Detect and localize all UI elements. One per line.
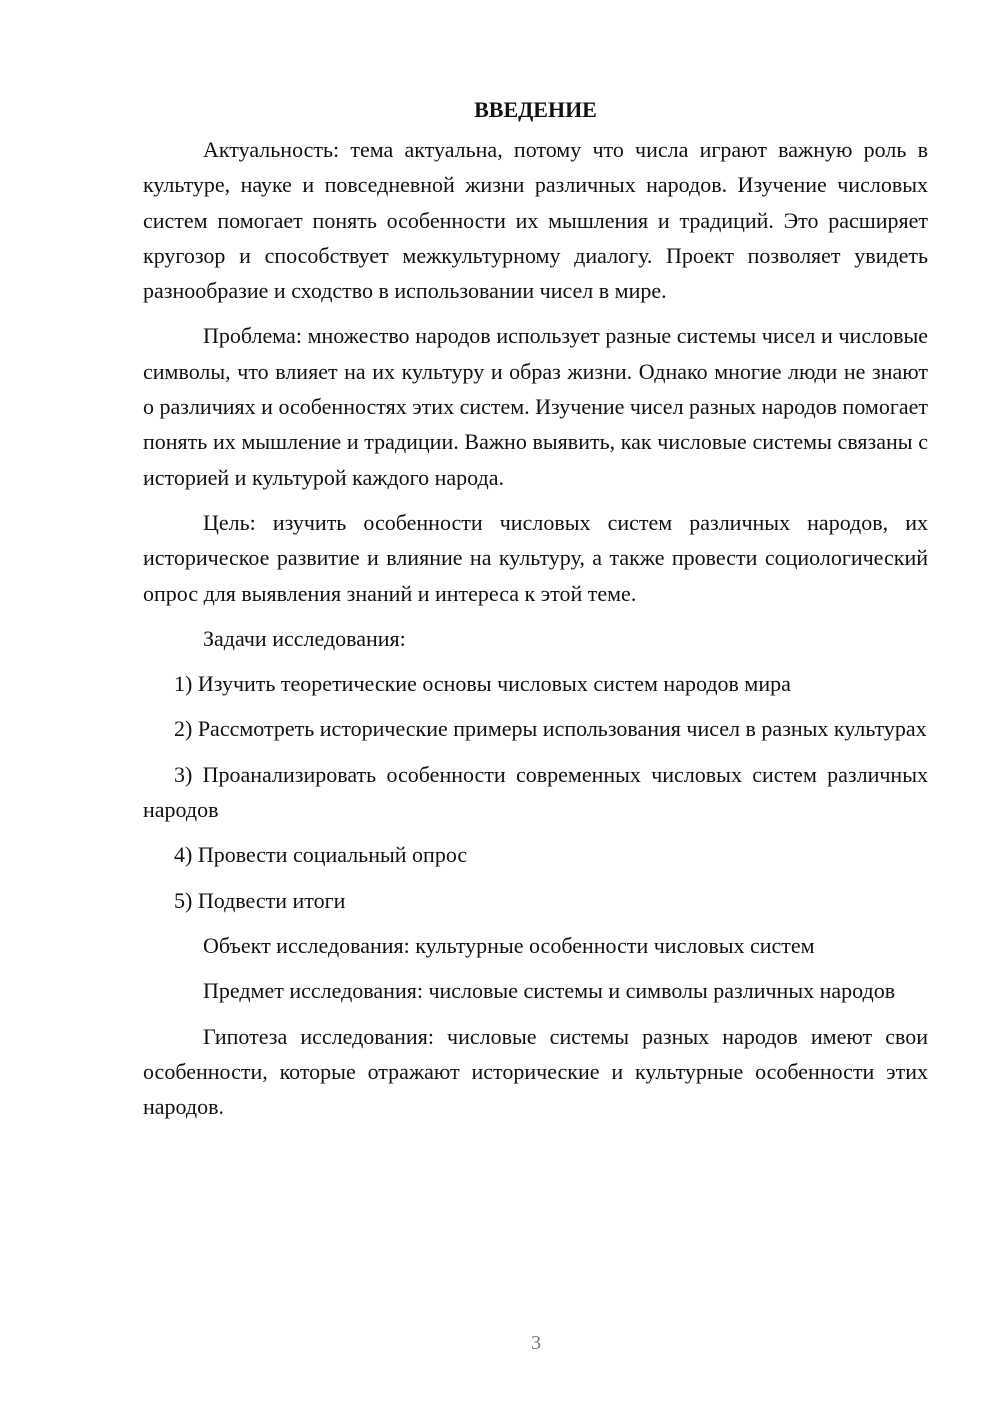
task-item-4: 4) Провести социальный опрос [174,842,468,868]
document-page [143,92,928,1124]
hypothesis-paragraph: Гипотеза исследования: числовые системы разных народов имеют свои особенности, которые отражают исторические и культурные особенности этих народов. [143,1023,928,1120]
task-item-1: 1) Изучить теоретические основы числовых систем народов мира [174,671,791,697]
subject-paragraph: Предмет исследования: числовые системы и символы различных народов [203,978,896,1004]
object-paragraph: Объект исследования: культурные особенности числовых систем [203,932,815,958]
goal-paragraph: Цель: изучить особенности числовых систем различных народов, их историческое развитие и влияние на культуру, а также провести социологический опрос для выявления знаний и интереса к этой теме. [143,509,928,606]
relevance-paragraph: Актуальность: тема актуальна, потому что числа играют важную роль в культуре, науке и повседневной жизни различных народов. Изучение числовых систем помогает понять особенности их мышления и традиций. Это расширяет кругозор и способствует межкультурному диалогу. Проект позволяет увидеть разнообразие и сходство в использовании чисел в мире. [143,137,928,304]
page-number: 3 [531,1332,541,1354]
problem-paragraph: Проблема: множество народов использует разные системы чисел и числовые символы, что влияет на их культуру и образ жизни. Однако многие люди не знают о различиях и особенностях этих систем. Изучение чисел разных народов помогает понять их мышление и традиции. Важно выявить, как числовые системы связаны с историей и культурой каждого народа. [143,323,928,490]
task-item-3: 3) Проанализировать особенности современных числовых систем различных народов [143,761,928,823]
tasks-heading: Задачи исследования: [203,625,406,651]
task-item-5: 5) Подвести итоги [174,887,346,913]
section-title: ВВЕДЕНИЕ [474,97,597,122]
task-item-2: 2) Рассмотреть исторические примеры использования чисел в разных культурах [174,716,927,742]
